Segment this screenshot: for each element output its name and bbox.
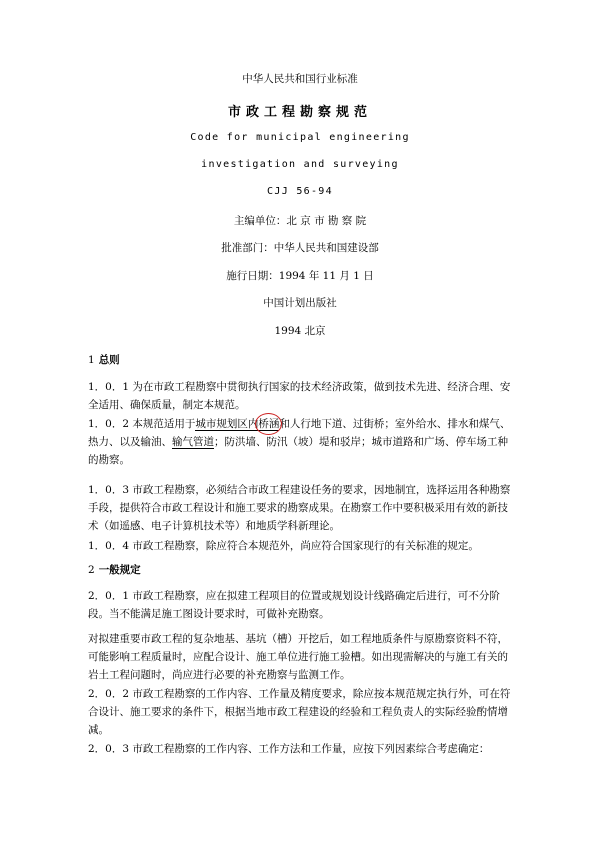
publisher: 中国计划出版社 <box>263 297 337 309</box>
effective-date: 施行日期：1994 年 11 月 1 日 <box>226 270 374 282</box>
publication-year-place: 1994 北京 <box>274 325 326 337</box>
section-title: 总则 <box>98 354 120 366</box>
clause-text: ；防洪墙、防汛（坡）堤和驳岸；城市道路和广场、停车场工种的勘察。 <box>88 436 508 466</box>
clause-1-0-3: 1．0．3 市政工程勘察，必须结合市政工程建设任务的要求，因地制宜，选择运用各种勘察手段，提供符合市政工程设计和施工要求的勘察成果。在勘察工作中要积极采用有效的新技术（如遥感、电子计算机技术等）和地质学科新理论。 <box>88 484 511 532</box>
clause-1-0-4: 1．0．4 市政工程勘察，除应符合本规范外，尚应符合国家现行的有关标准的规定。 <box>88 540 479 552</box>
red-circle-annotation <box>258 415 279 433</box>
section-number: 1 <box>88 354 95 366</box>
section-number: 2 <box>88 564 95 576</box>
clause-text: 1．0．2 本规范适用于 <box>88 418 196 430</box>
standard-type: 中华人民共和国行业标准 <box>242 73 358 85</box>
clause-2-0-3: 2．0．3 市政工程勘察的工作内容、工作方法和工作量，应按下列因素综合考虑确定： <box>88 743 490 755</box>
section-1-heading <box>88 352 120 367</box>
clause-1-0-2 <box>88 415 516 469</box>
underlined-text: 城市规划区内 <box>195 418 259 430</box>
section-title: 一般规定 <box>98 564 141 576</box>
editor-unit: 主编单位：北 京 市 勘 察 院 <box>233 215 367 227</box>
underlined-text: 输气管道 <box>172 436 214 448</box>
english-title-line-2: investigation and surveying <box>201 159 399 170</box>
english-title-line-1: Code for municipal engineering <box>190 132 410 143</box>
clause-2-0-1: 2．0．1 市政工程勘察，应在拟建工程项目的位置或规划设计线路确定后进行，可不分阶段。当不能满足施工图设计要求时，可做补充勘察。 <box>88 590 500 620</box>
clause-text: 和人行地下道、过街桥；室外给水、排水和煤气、热力、以及输油、 <box>88 418 511 448</box>
circled-text: 桥涵 <box>258 418 280 430</box>
approving-department: 批准部门：中华人民共和国建设部 <box>221 242 379 254</box>
clause-2-0-2: 2．0．2 市政工程勘察的工作内容、工作量及精度要求，除应按本规范规定执行外，可在符合设计、施工要求的条件下，根据当地市政工程建设的经验和工程负责人的实际经验酌情增减。 <box>88 688 511 736</box>
clause-1-0-1: 1．0．1 为在市政工程勘察中贯彻执行国家的技术经济政策，做到技术先进、经济合理、安全适用、确保质量，制定本规范。 <box>88 381 511 411</box>
standard-code: CJJ 56-94 <box>267 186 333 197</box>
section-2-heading <box>88 562 141 577</box>
clause-2-0-1-continued: 对拟建重要市政工程的复杂地基、基坑（槽）开挖后，如工程地质条件与原勘察资料不符，可能影响工程质量时，应配合设计、施工单位进行施工验槽。如出现需解决的与施工有关的岩土工程问题时，尚应进行必要的补充勘察与监测工作。 <box>88 633 508 681</box>
document-title: 市政工程勘察规范 <box>227 105 372 120</box>
